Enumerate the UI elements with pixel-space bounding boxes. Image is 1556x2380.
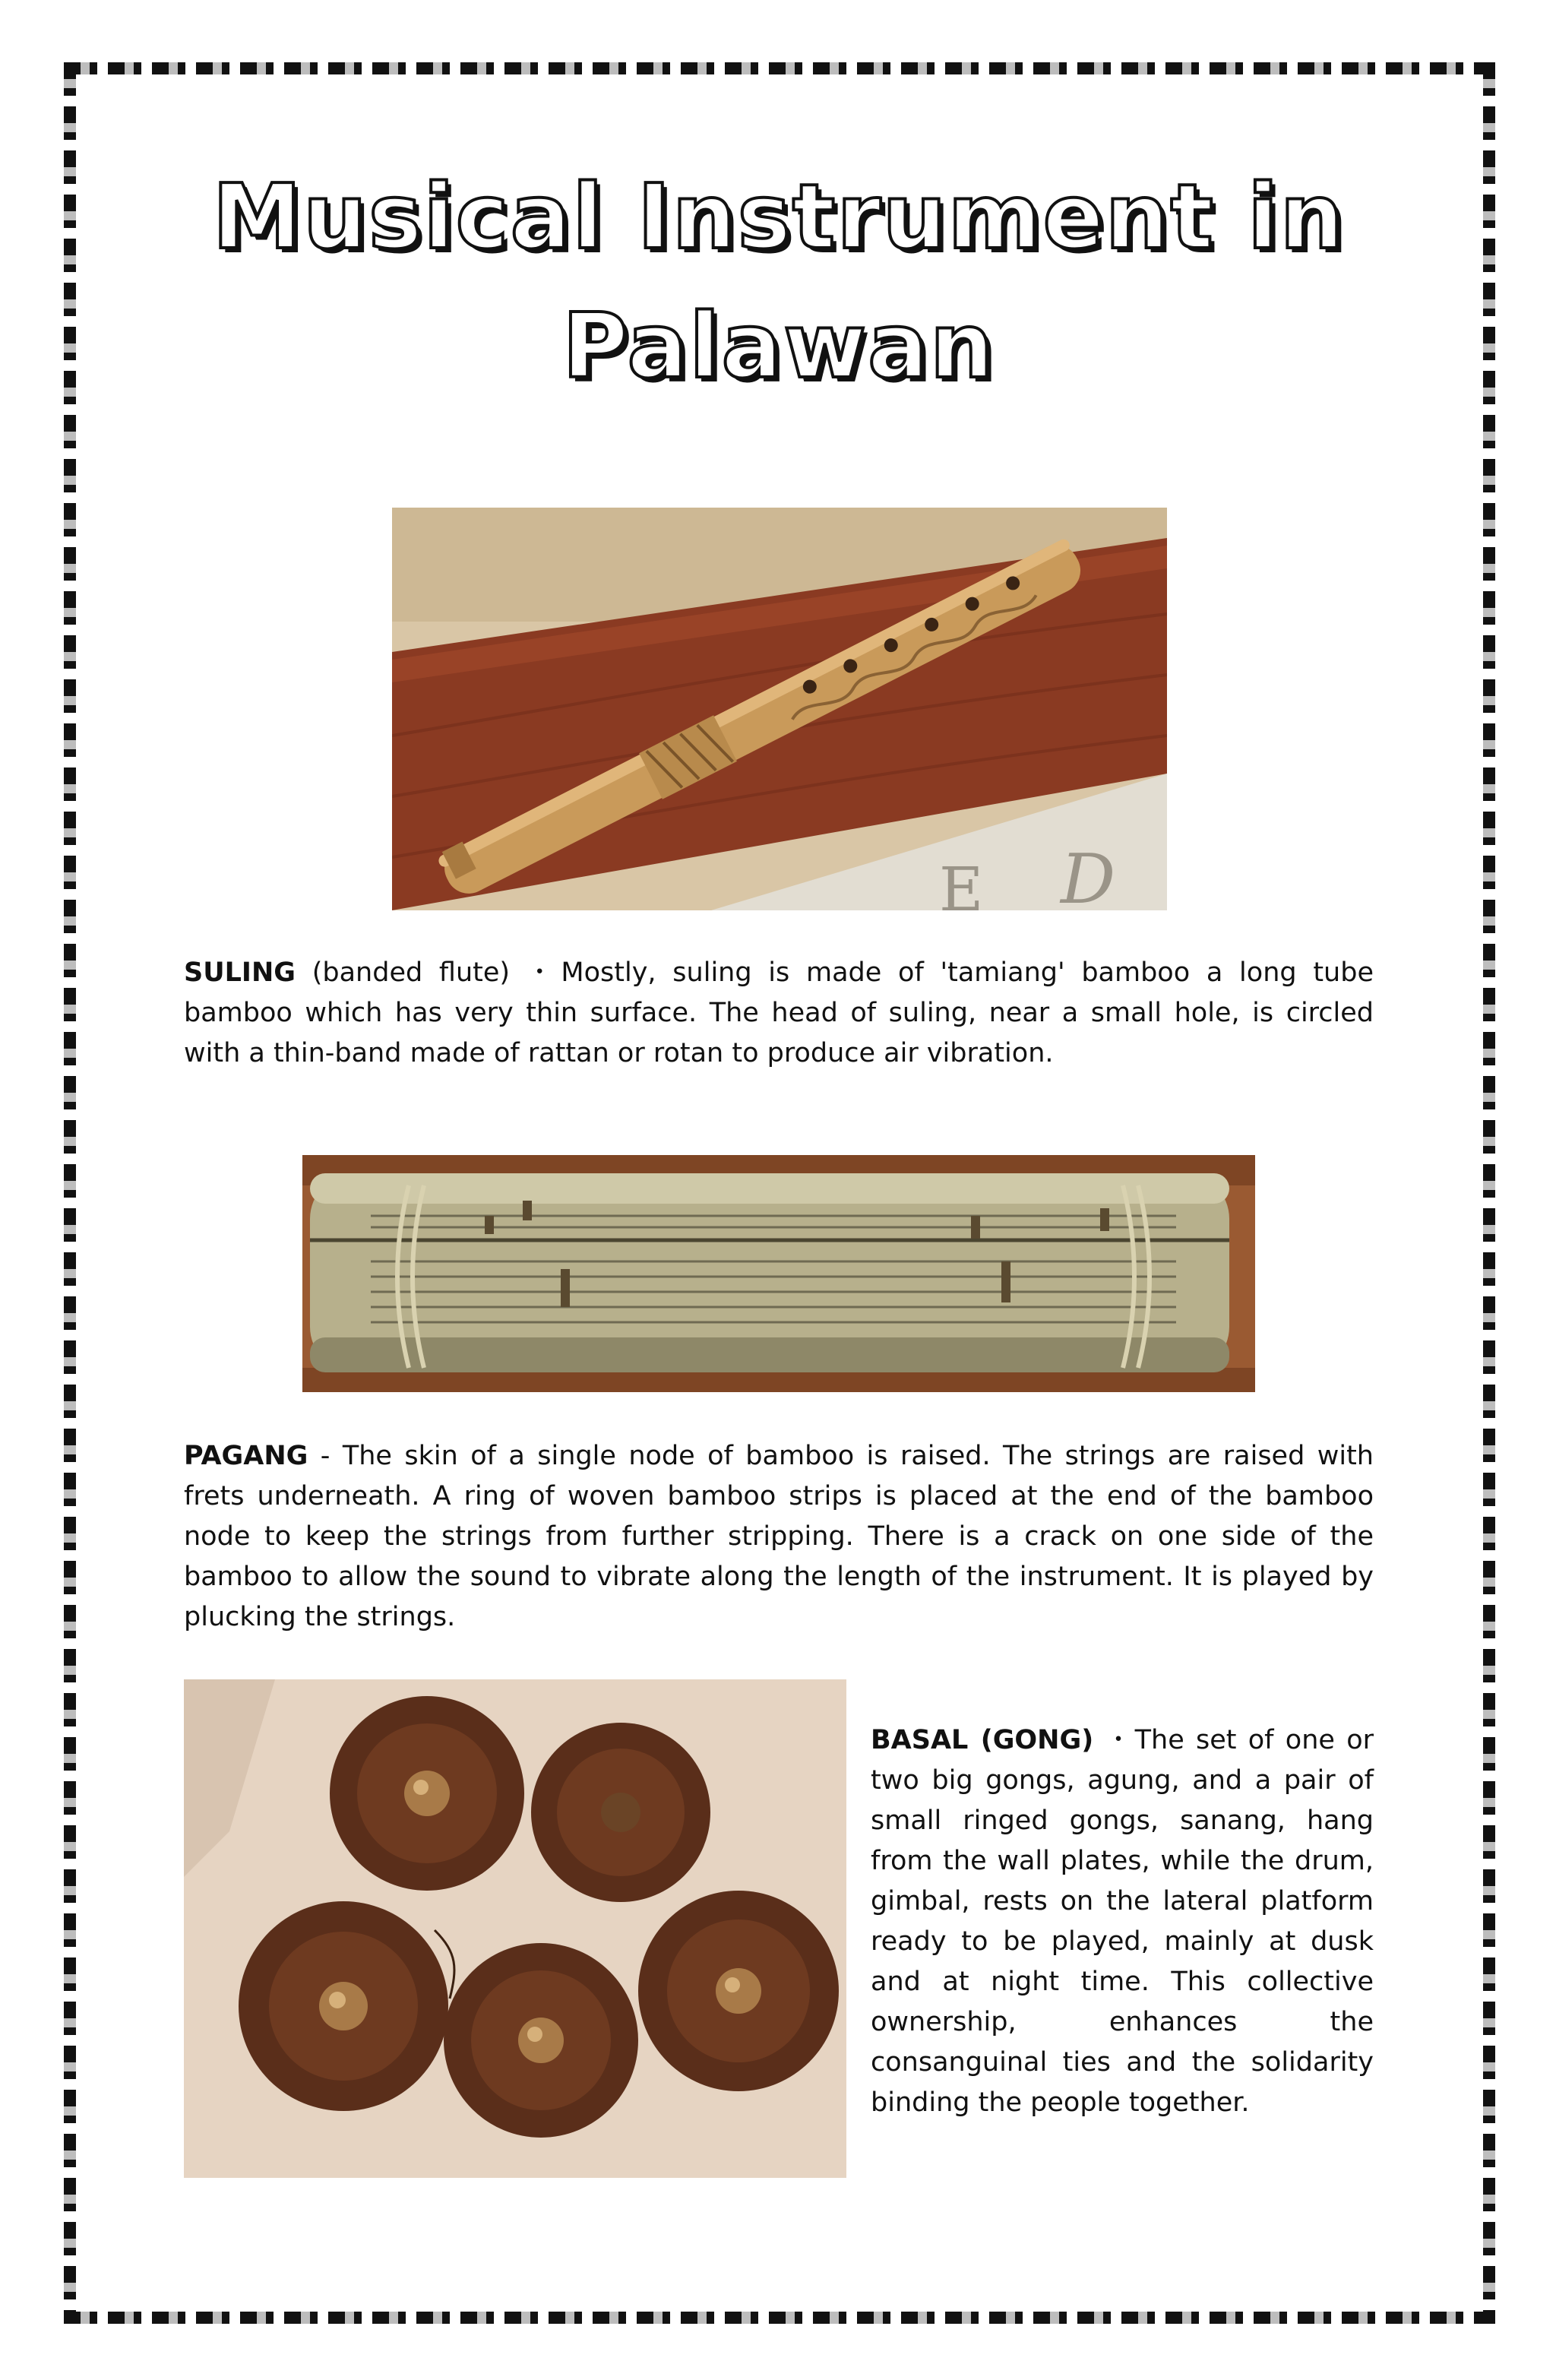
pagang-text: - The skin of a single node of bamboo is raised. The strings are raised with frets underneath. A ring of woven bamboo strips is placed at the end of the bamboo node to keep the strings from further stripping. There is a crack on one side of the bamboo to allow the sound to vibrate along the length of the instrument. It is played by plucking the strings. <box>184 1441 1374 1632</box>
title-line-1: Musical Instrument in <box>212 164 1346 269</box>
border-bottom <box>64 2312 1495 2324</box>
basal-name: BASAL (GONG) <box>871 1725 1094 1755</box>
pagang-description <box>184 1436 1374 1638</box>
svg-text:E: E <box>939 854 984 910</box>
title-line-2: Palawan <box>562 293 995 398</box>
suling-photo <box>392 508 1167 910</box>
pagang-photo <box>302 1155 1255 1392</box>
border-left <box>64 62 76 2324</box>
basal-photo <box>184 1679 846 2178</box>
border-right <box>1483 62 1495 2324</box>
pagang-name: PAGANG <box>184 1441 308 1471</box>
basal-text: ・The set of one or two big gongs, agung, and a pair of small ringed gongs, sanang, hang from the wall plates, while the drum, gimbal, rests on the lateral platform ready to be played, mainly at dusk and at night time. This collective ownership, enhances the consanguinal ties and the solidarity binding the people together. <box>871 1725 1374 2118</box>
border-top <box>64 62 1495 74</box>
suling-name: SULING <box>184 957 296 988</box>
suling-text: (banded flute) ・Mostly, suling is made of 'tamiang' bamboo a long tube bamboo which has very thin surface. The head of suling, near a small hole, is circled with a thin-band made of rattan or rotan to produce air vibration. <box>184 957 1374 1068</box>
basal-description <box>871 1720 1374 2123</box>
page-title <box>137 152 1421 410</box>
suling-description <box>184 953 1374 1074</box>
svg-text:D: D <box>1061 840 1116 910</box>
